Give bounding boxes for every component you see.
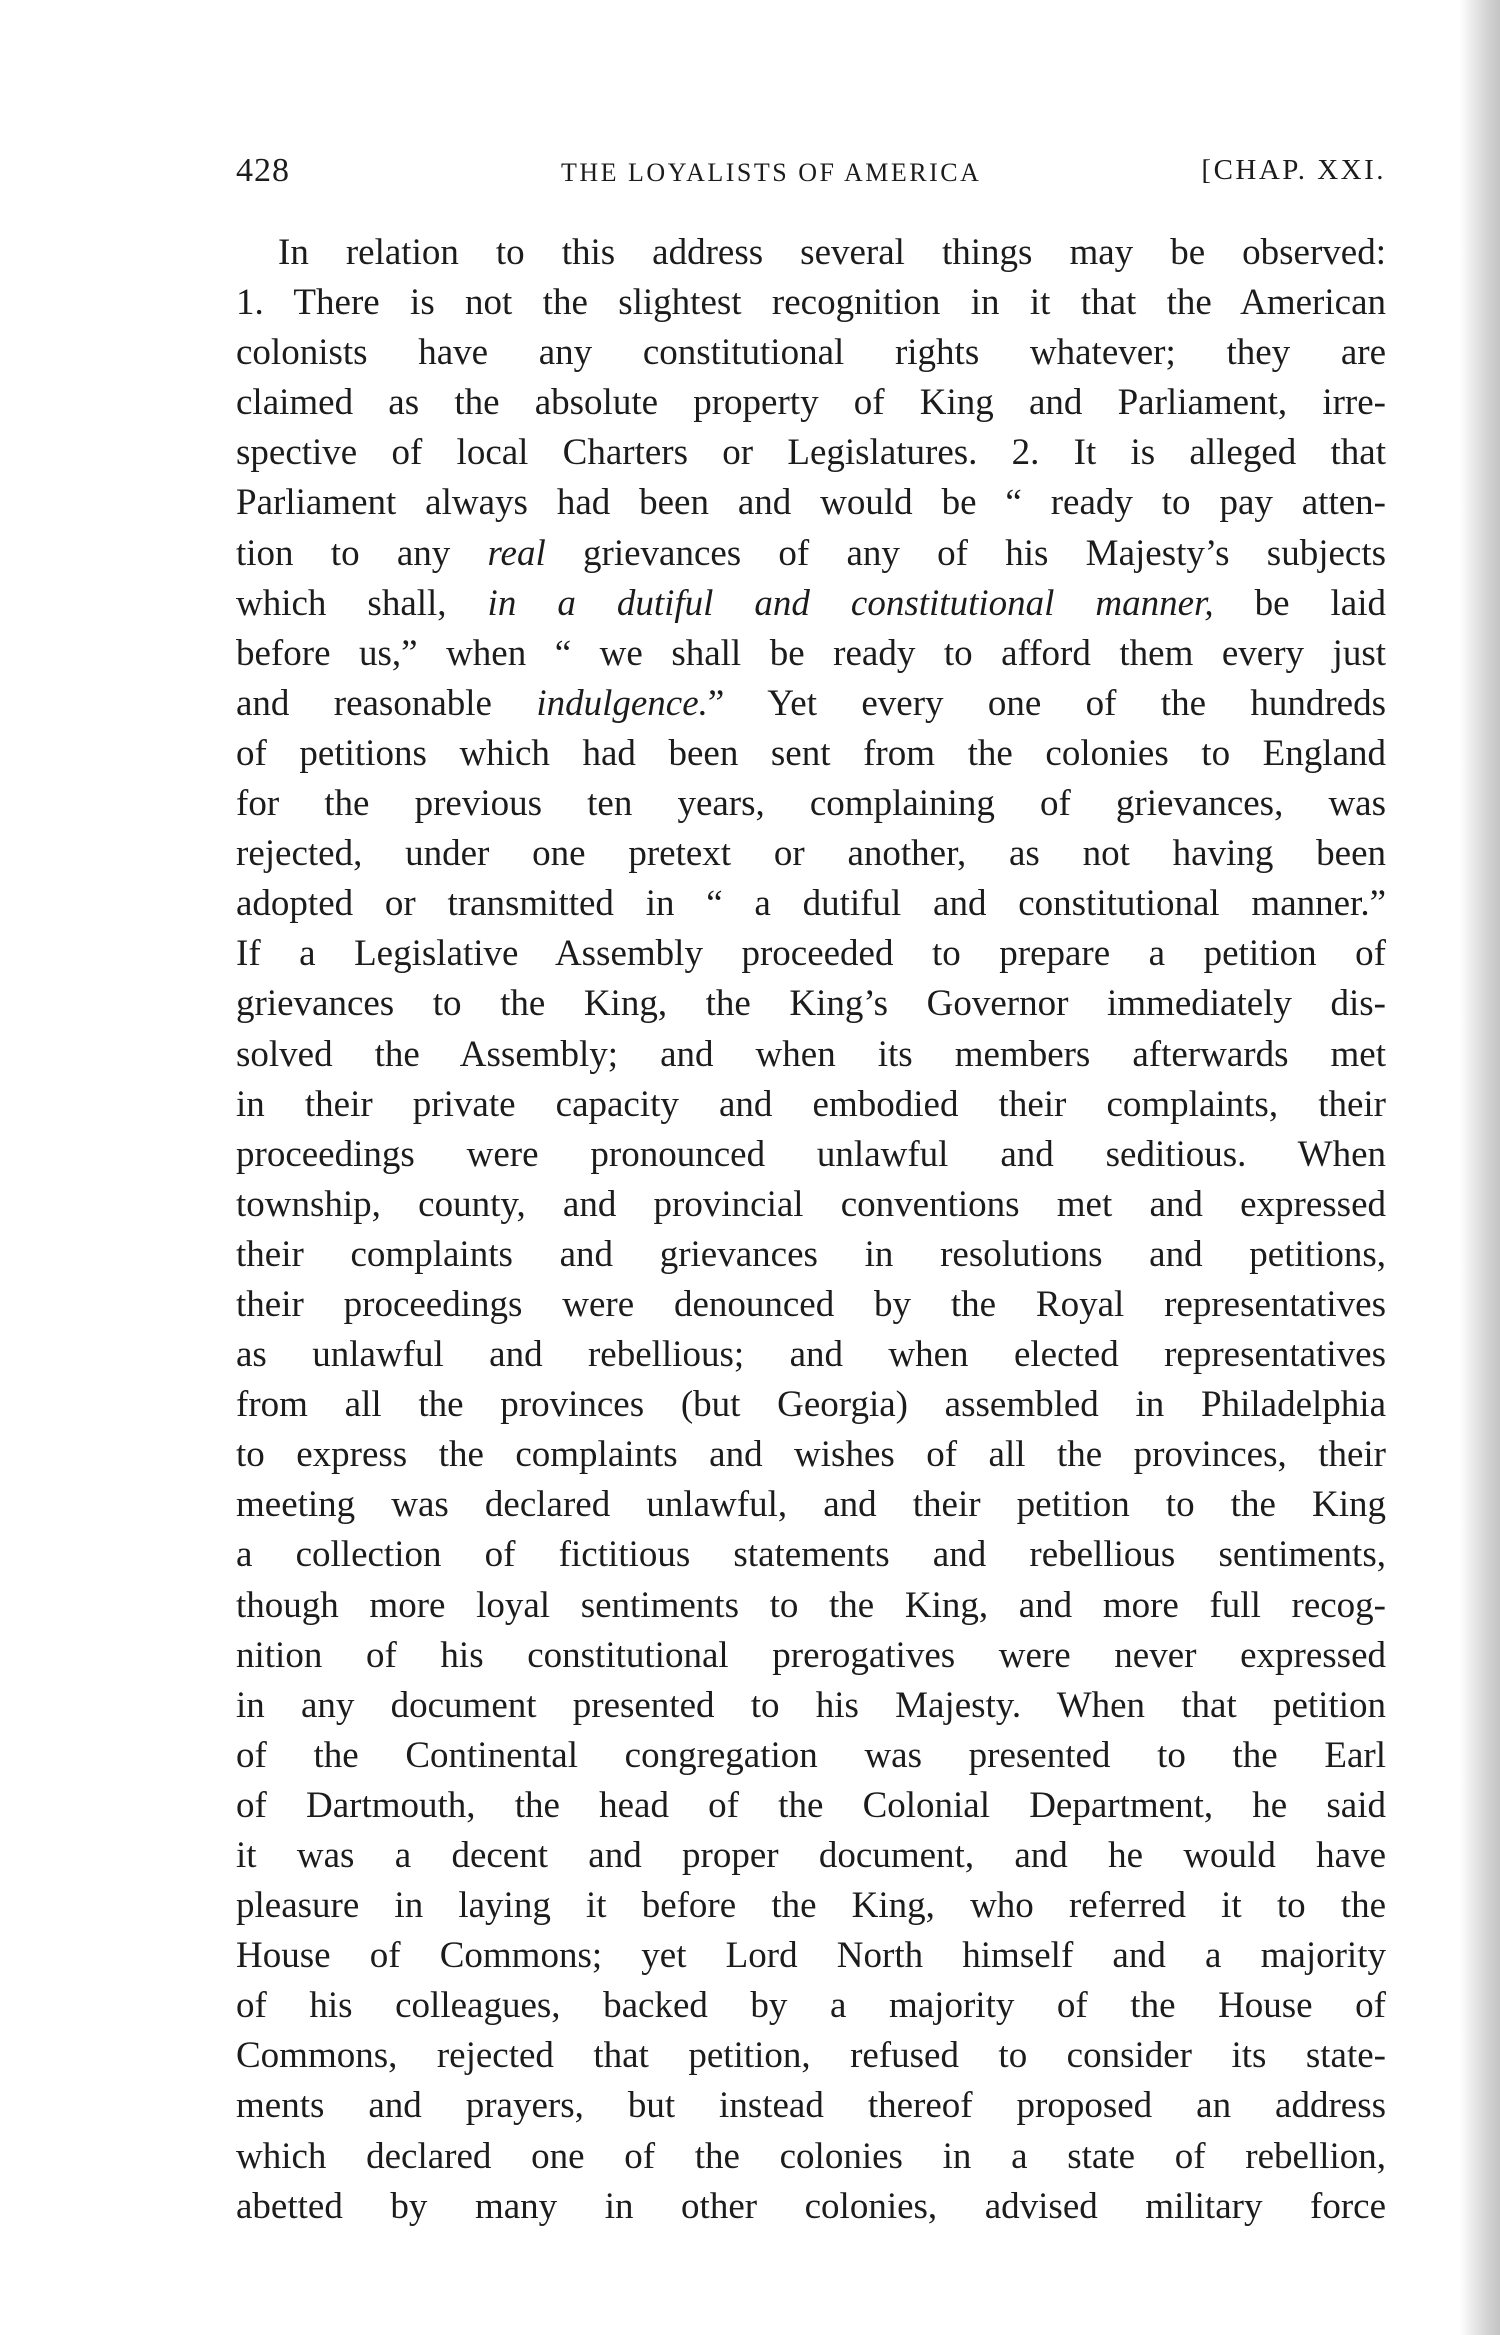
italic-text-run: in a dutiful and constitutional manner,: [487, 582, 1214, 624]
text-run: a collection of fictitious statements and rebellious sentiments,: [236, 1534, 1386, 1576]
text-line: [236, 1581, 1386, 1631]
text-run: pleasure in laying it before the King, who referred it to the: [236, 1885, 1386, 1927]
chapter-label: [CHAP. XXI.: [1201, 154, 1386, 186]
text-run: meeting was declared unlawful, and their petition to the King: [236, 1484, 1386, 1526]
page-number: 428: [236, 152, 290, 189]
text-run: and reasonable: [236, 682, 537, 724]
text-line: [236, 1030, 1386, 1080]
text-line: [236, 529, 1386, 579]
text-line: [236, 629, 1386, 679]
text-line: [236, 1781, 1386, 1831]
text-line: [236, 328, 1386, 378]
text-run: adopted or transmitted in “ a dutiful and constitutional manner.”: [236, 883, 1386, 925]
text-run: of Dartmouth, the head of the Colonial Department, he said: [236, 1784, 1386, 1826]
text-run: it was a decent and proper document, and he would have: [236, 1835, 1386, 1876]
text-line: [236, 979, 1386, 1029]
text-run: rejected, under one pretext or another, as not having been: [236, 833, 1386, 875]
text-line: [236, 428, 1386, 478]
text-line: [236, 1881, 1386, 1931]
text-line: [236, 1430, 1386, 1480]
text-run: ments and prayers, but instead thereof proposed an address: [236, 2085, 1386, 2127]
text-line: [236, 1280, 1386, 1330]
text-line: [236, 879, 1386, 929]
page-header: [236, 152, 1386, 196]
text-run: from all the provinces (but Georgia) assembled in Philadelphia: [236, 1384, 1386, 1426]
text-run: House of Commons; yet Lord North himself and a majority: [236, 1935, 1386, 1977]
text-run: Parliament always had been and would be “ ready to pay atten-: [236, 482, 1386, 524]
text-line: [236, 1831, 1386, 1881]
text-run: ” Yet every one of the hundreds: [707, 682, 1386, 724]
text-run: 1. There is not the slightest recognition in it that the American: [236, 282, 1386, 324]
text-line: [236, 1931, 1386, 1981]
text-run: In relation to this address several things may be observed:: [278, 232, 1386, 273]
text-line: [236, 579, 1386, 629]
text-run: of the Continental congregation was presented to the Earl: [236, 1734, 1386, 1776]
text-run: be laid: [1213, 582, 1386, 624]
text-run: of petitions which had been sent from the colonies to England: [236, 732, 1386, 774]
text-line: [236, 729, 1386, 779]
text-run: though more loyal sentiments to the King, and more full recog-: [236, 1584, 1386, 1626]
text-line: [236, 1530, 1386, 1580]
text-line: [236, 679, 1386, 729]
text-run: claimed as the absolute property of King and Parliament, irre-: [236, 382, 1386, 424]
text-run: as unlawful and rebellious; and when elected representatives: [236, 1334, 1386, 1376]
text-run: colonists have any constitutional rights whatever; they are: [236, 332, 1386, 374]
text-line: [236, 1130, 1386, 1180]
text-line: [236, 478, 1386, 528]
text-run: to express the complaints and wishes of all the provinces, their: [236, 1434, 1386, 1476]
text-run: abetted by many in other colonies, advised military force: [236, 2185, 1386, 2227]
text-run: nition of his constitutional prerogatives were never expressed: [236, 1634, 1386, 1676]
text-run: of his colleagues, backed by a majority of the House of: [236, 1985, 1386, 2027]
text-line: [236, 1480, 1386, 1530]
text-line: [236, 228, 1386, 278]
text-line: [236, 1681, 1386, 1731]
text-line: [236, 1230, 1386, 1280]
text-line: [236, 1080, 1386, 1130]
text-line: [236, 378, 1386, 428]
text-run: which shall,: [236, 582, 488, 624]
italic-text-run: real: [487, 532, 546, 574]
text-run: grievances to the King, the King’s Governor immediately dis-: [236, 983, 1386, 1025]
text-line: [236, 779, 1386, 829]
running-title: THE LOYALISTS OF AMERICA: [561, 158, 982, 187]
text-line: [236, 278, 1386, 328]
text-line: [236, 2182, 1386, 2232]
body-text: [236, 228, 1386, 2232]
text-line: [236, 2031, 1386, 2081]
text-run: their complaints and grievances in resolutions and petitions,: [236, 1233, 1386, 1275]
text-line: [236, 1631, 1386, 1681]
text-run: proceedings were pronounced unlawful and seditious. When: [236, 1133, 1386, 1175]
text-run: in their private capacity and embodied their complaints, their: [236, 1083, 1386, 1125]
text-run: for the previous ten years, complaining of grievances, was: [236, 783, 1386, 825]
text-line: [236, 1180, 1386, 1230]
text-run: solved the Assembly; and when its members afterwards met: [236, 1033, 1386, 1075]
text-line: [236, 1731, 1386, 1781]
text-line: [236, 1981, 1386, 2031]
text-line: [236, 2081, 1386, 2131]
text-run: grievances of any of his Majesty’s subjects: [545, 532, 1386, 574]
italic-text-run: indulgence.: [536, 682, 708, 724]
text-run: which declared one of the colonies in a state of rebellion,: [236, 2135, 1386, 2177]
text-run: their proceedings were denounced by the Royal representatives: [236, 1283, 1386, 1325]
text-line: [236, 1380, 1386, 1430]
text-run: Commons, rejected that petition, refused to consider its state-: [236, 2035, 1386, 2077]
text-line: [236, 1330, 1386, 1380]
text-run: tion to any: [236, 532, 488, 574]
text-line: [236, 829, 1386, 879]
text-line: [236, 929, 1386, 979]
text-line: [236, 2132, 1386, 2182]
text-run: spective of local Charters or Legislatures. 2. It is alleged that: [236, 432, 1386, 474]
text-run: before us,” when “ we shall be ready to afford them every just: [236, 632, 1386, 674]
page-edge-shadow: [1460, 0, 1500, 2335]
text-run: township, county, and provincial conventions met and expressed: [236, 1183, 1386, 1225]
text-run: in any document presented to his Majesty. When that petition: [236, 1684, 1386, 1726]
text-run: If a Legislative Assembly proceeded to prepare a petition of: [236, 933, 1386, 975]
